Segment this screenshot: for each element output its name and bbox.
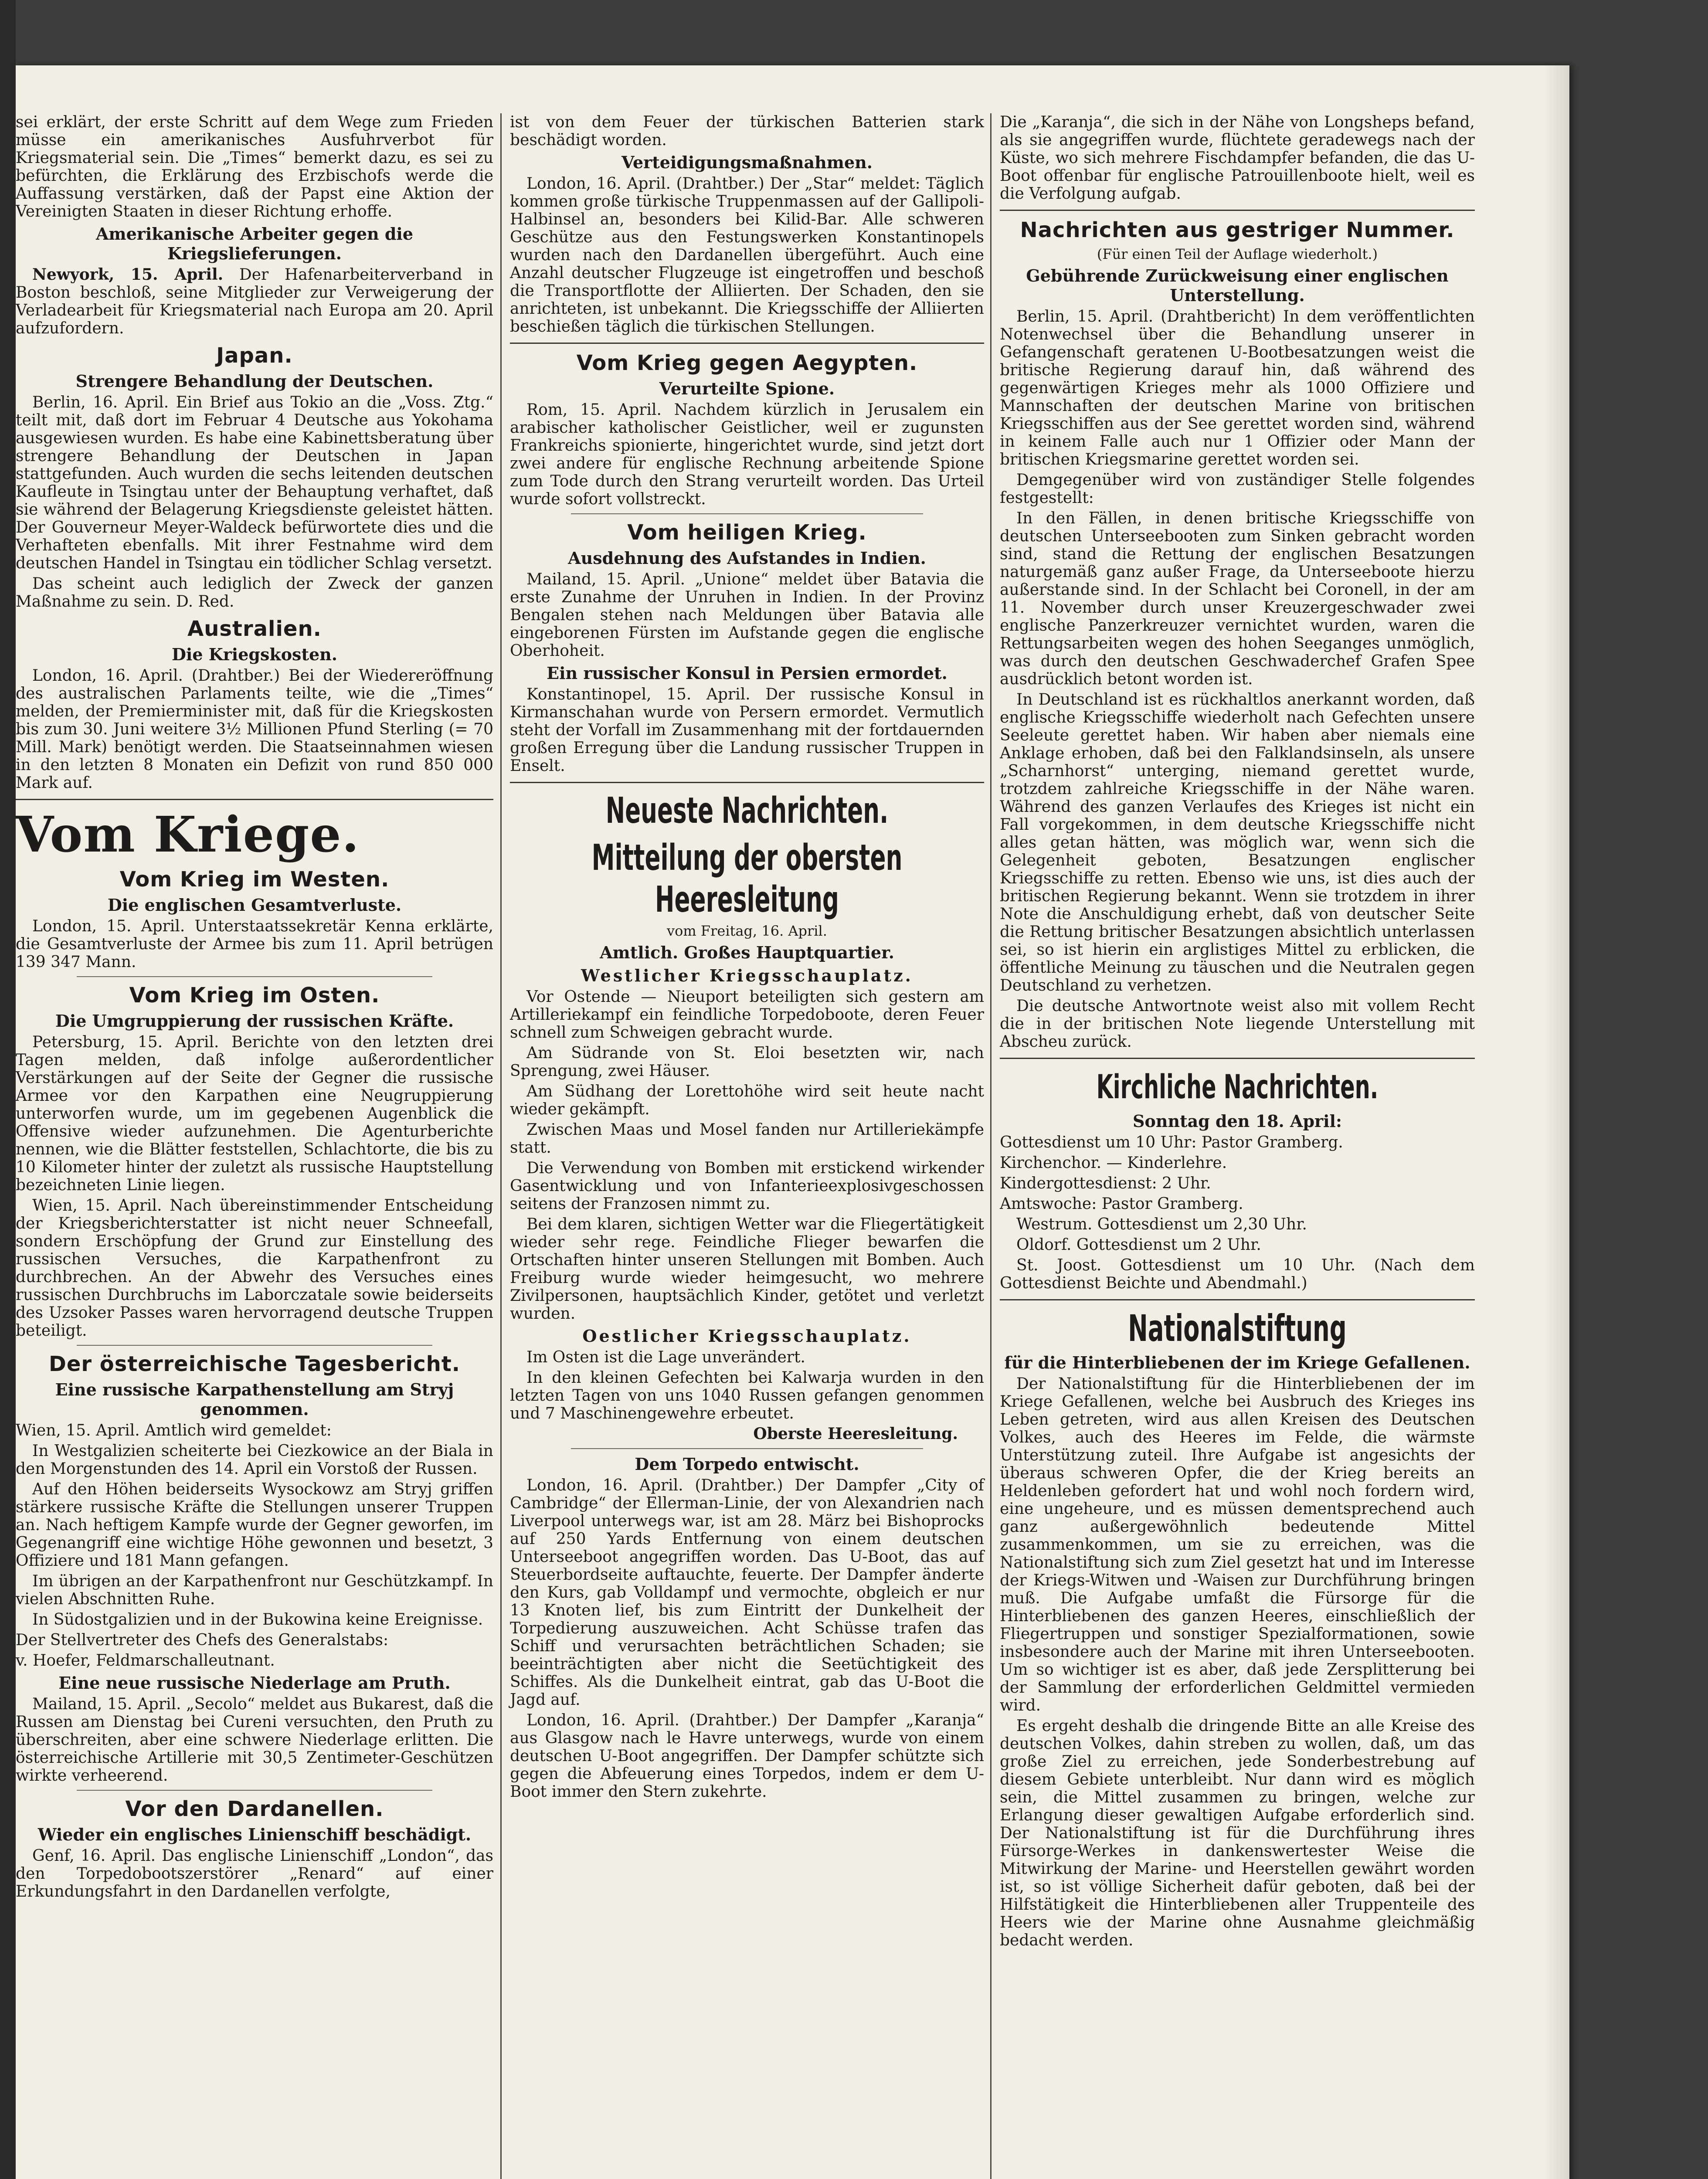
austrian-paragraph-5: In Südostgalizien und in der Bukowina keine Ereignisse. [32,1611,483,1629]
us-workers-title: Amerikanische Arbeiter gegen die Kriegslieferungen. [95,224,414,263]
west-subtitle: Die englischen Gesamtverluste. [107,895,402,915]
section-separator [1000,1299,1475,1300]
yesterday-paragraph-4: In Deutschland ist es rückhaltlos anerkannt worden, daß englische Kriegsschiffe wiederholt nach Gefechten unsere Seeleute gerettet haben. Wir haben aber niemals eine Anklage erhoben, daß bei den Falklandsinseln, als unsere „Scharnhorst“ unterging, niemand gerettet wurde, trotzdem zahlreiche Kriegsschiffe in der Nähe waren. Während des ganzen Verlaufes des Krieges ist nicht ein Fall vorgekommen, in dem deutsche Kriegsschiffe nicht alles getan hätten, was möglich war, wenn sich die Gelegenheit geboten, Besatzungen englischer Kriegsschiffe zu retten. Ebenso wie uns, ist dies auch der britischen Regierung bekannt. Wenn sie trotzdem in ihrer Note die Anschuldigung erhebt, daß von deutscher Seite die Rettung britischer Besatzungen absichtlich unterlassen sei, so ist hierin ein arglistiges Mittel zu erblicken, die öffentliche Meinung zu täuschen und die Neutralen gegen Deutschland zu verhetzen. [1000,691,1475,994]
army-command-signature: Oberste Heeresleitung. [753,1425,958,1443]
australia-paragraph: London, 16. April. (Drahtber.) Bei der Wiedereröffnung des australischen Parlaments teilte, wie die „Times“ melden, der Premierminister mit, daß für die Kriegskosten bis zum 30. Juni weitere 3½ Millionen Pfund Sterling (= 70 Mill. Mark) benötigt werden. Die Staatseinnahmen wiesen in den letzten 8 Monaten ein Defizit von rund 850 000 Mark auf. [16,667,493,792]
national-foundation-title: Nationalstiftung [1128,1307,1347,1350]
yesterday-paragraph-3: In den Fällen, in denen britische Kriegsschiffe von deutschen Unterseebooten zum Sinken gebracht worden sind, stand die Rettung der englischen Besatzungen naturgemäß ganz außer Frage, da Unterseeboote hierzu außerstande sind. In der Schlacht bei Coronell, in der am 11. November durch unser Kreuzergeschwader zwei englische Panzerkreuzer vernichtet wurden, waren die Rettungsarbeiten wegen des hohen Seeganges unmöglich, was durch den deutschen Geschwaderchef Grafen Spee ausdrücklich betont worden ist. [1000,509,1475,688]
church-line-1: Gottesdienst um 10 Uhr: Pastor Gramberg. [1000,1134,1343,1151]
defense-paragraph: London, 16. April. (Drahtber.) Der „Star“ meldet: Täglich kommen große türkische Truppenmassen auf der Gallipoli-Halbinsel an, besonders bei Kilid-Bar. Alle schweren Geschütze aus den Festungswerken Konstantinopels wurden nach den Dardanellen übergeführt. Auch eine Anzahl deutscher Flugzeuge ist eingetroffen und beschoß die Transportflotte der Alliierten. Der Schaden, den sie anrichteten, ist unbekannt. Die Kriegsschiffe der Alliierten beschießen täglich die türkischen Stellungen. [510,175,984,336]
west-paragraph: London, 15. April. Unterstaatssekretär Kenna erklärte, die Gesamtverluste der Armee bis zum 11. April betrügen 139 347 Mann. [16,917,493,971]
vom-kriege-title: Vom Kriege. [16,806,360,863]
thin-separator [77,1345,432,1346]
church-line-2: Kirchenchor. — Kinderlehre. [1000,1154,1227,1172]
austrian-paragraph-4: Im übrigen an der Karpathenfront nur Geschützkampf. In vielen Abschnitten Ruhe. [16,1572,493,1608]
column-rule-1 [500,113,502,2179]
east-title: Vom Krieg im Osten. [129,983,380,1008]
col3-intro: Die „Karanja“, die sich in der Nähe von Longsheps befand, als sie angegriffen wurde, flüchtete geradewegs nach der Küste, wo sich mehrere Fischdampfer befanden, die das U-Boot offenbar für englische Patrouillenboote hielt, weil es die Verfolgung aufgab. [1000,113,1475,203]
east-subtitle: Die Umgruppierung der russischen Kräfte. [55,1011,454,1031]
yesterday-news-title: Nachrichten aus gestriger Nummer. [1020,218,1455,242]
section-separator [510,343,984,344]
austrian-signature-1: Der Stellvertreter des Chefs des Generalstabs: [16,1631,389,1649]
dardanellen-subtitle: Wieder ein englisches Linienschiff beschädigt. [37,1825,472,1844]
west-report-2: Am Südrande von St. Eloi besetzten wir, nach Sprengung, zwei Häuser. [510,1044,984,1080]
east-paragraph-2: Wien, 15. April. Nach übereinstimmender Entscheidung der Kriegsberichterstatter ist nicht neuer Schneefall, sondern Erschöpfung der Grund zur Einstellung des russischen Versuches, die Karpathenfront zu durchbrechen. An der Abwehr des Versuches eines russischen Durchbruchs im Laborczatale sowie beiderseits des Uzsoker Passes waren hervorragend deutsche Truppen beteiligt. [16,1197,493,1340]
egypt-paragraph: Rom, 15. April. Nachdem kürzlich in Jerusalem ein arabischer katholischer Geistlicher, weil er zugunsten Frankreichs spionierte, hingerichtet wurde, sind jetzt dort zwei andere für englische Rechnung arbeitende Spione zum Tode durch den Strang verurteilt worden. Das Urteil wurde sofort vollstreckt. [510,401,984,508]
thin-separator [77,1790,432,1791]
east-report-1: Im Osten ist die Lage unverändert. [526,1348,805,1366]
egypt-subtitle: Verurteilte Spione. [659,379,835,398]
scan-background-left [0,0,16,2179]
japan-paragraph-1: Berlin, 16. April. Ein Brief aus Tokio an die „Voss. Ztg.“ teilt mit, daß dort im Februar 4 Deutsche aus Yokohama ausgewiesen wurden. Es habe eine Kabinettsberatung über strengere Behandlung der Deutschen in Japan stattgefunden. Auch wurden die sechs leitenden deutschen Kaufleute in Tsingtau unter der Behauptung verhaftet, daß sie während der Belagerung Kriegsdienste geleistet hätten. Der Gouverneur Meyer-Waldeck befürwortete dies und die Verhafteten ebenfalls. Mit ihrer Festnahme wird dem deutschen Handel in Tsingtau ein tödlicher Schlag versetzt. [16,394,493,572]
holy-war-title: Vom heiligen Krieg. [627,520,867,545]
west-report-5: Die Verwendung von Bomben mit erstickend wirkender Gasentwicklung und von Infanterieexplosivgeschossen seitens der Franzosen nimmt zu. [510,1159,984,1213]
dardanellen-paragraph: Genf, 16. April. Das englische Linienschiff „London“, das den Torpedobootszerstörer „Renard“ auf einer Erkundungsfahrt in den Dardanellen verfolgte, [16,1847,493,1901]
yesterday-paragraph-1: Berlin, 15. April. (Drahtbericht) In dem veröffentlichten Notenwechsel über die Behandlung unserer in Gefangenschaft geratenen U-Bootbesatzungen weist die britische Regierung darauf hin, daß während des gegenwärtigen Krieges mehr als 1000 Offiziere und Mannschaften der deutschen Marine von britischen Kriegsschiffen aus der See gerettet worden sind, während in keinem Falle auch nur 1 Offizier oder Mann der britischen Kriegsmarine gerettet worden sei. [1000,308,1475,468]
pruth-paragraph: Mailand, 15. April. „Secolo“ meldet aus Bukarest, daß die Russen am Dienstag bei Cureni versuchten, den Pruth zu überschreiten, aber eine schwere Niederlage erlitten. Die österreichische Artillerie mit 30,5 Zentimeter-Geschützen wirkte verheerend. [16,1695,493,1785]
australia-subtitle: Die Kriegskosten. [171,645,338,664]
western-theater-title: Westlicher Kriegsschauplatz. [581,966,913,985]
persia-paragraph: Konstantinopel, 15. April. Der russische Konsul in Kirmanschahan wurde von Persern ermordet. Vermutlich steht der Vorfall im Zusammenhang mit der fortdauernden großen Erregung über die Landung russischer Truppen in Enselt. [510,686,984,775]
column-rule-2 [990,113,992,2179]
austrian-report-subtitle: Eine russische Karpathenstellung am Stryj genommen. [55,1380,454,1419]
austrian-paragraph-3: Auf den Höhen beiderseits Wysockowz am Stryj griffen stärkere russische Kräfte die Stellungen unserer Truppen an. Nach heftigem Kampfe wurde der Gegner geworfen, im Gegenangriff eine wichtige Höhe gewonnen und besetzt, 3 Offiziere und 181 Mann gefangen. [16,1480,493,1570]
latest-news-banner: Neueste Nachrichten. [605,790,889,832]
col2-intro: ist von dem Feuer der türkischen Batterien stark beschädigt worden. [510,113,984,149]
section-separator [510,782,984,783]
persia-title: Ein russischer Konsul in Persien ermordet. [547,663,947,683]
column-3 [1000,113,1475,1952]
church-westrum: Westrum. Gottesdienst um 2,30 Uhr. [1016,1215,1307,1233]
section-separator [1000,1058,1475,1059]
thin-separator [571,1448,923,1449]
west-report-3: Am Südhang der Lorettohöhe wird seit heute nacht wieder gekämpft. [510,1083,984,1118]
column-2 [510,113,984,1803]
east-report-2: In den kleinen Gefechten bei Kalwarja wurden in den letzten Tagen von uns 1040 Russen gefangen genommen und 7 Maschinengewehre erbeutet. [510,1369,984,1422]
church-news-title: Kirchliche Nachrichten. [1096,1067,1379,1106]
austrian-paragraph-2: In Westgalizien scheiterte bei Ciezkowice an der Biala in den Morgenstunden des 14. April ein Vorstoß der Russen. [16,1442,493,1478]
church-line-3: Kindergottesdienst: 2 Uhr. [1000,1174,1211,1192]
section-separator [16,799,493,800]
yesterday-paragraph-5: Die deutsche Antwortnote weist also mit vollem Recht die in der britischen Note liegende Unterstellung mit Abscheu zurück. [1000,997,1475,1051]
torpedo-paragraph-2: London, 16. April. (Drahtber.) Der Dampfer „Karanja“ aus Glasgow nach le Havre unterwegs, wurde von einem deutschen U-Boot angegriffen. Der Dampfer schützte sich gegen die Abfeuerung eines Torpedos, indem er dem U-Boot immer den Stern zukehrte. [510,1711,984,1801]
austrian-report-title: Der österreichische Tagesbericht. [49,1352,460,1376]
thin-separator [571,513,923,514]
torpedo-paragraph-1: London, 16. April. (Drahtber.) Der Dampfer „City of Cambridge“ der Ellerman-Linie, der von Alexandrien nach Liverpool unterwegs war, ist am 28. März bei Bishoprocks auf 250 Yards Entfernung von einem deutschen Unterseeboot angegriffen worden. Das U-Boot, das auf Steuerbordseite auftauchte, feuerte. Der Dampfer änderte den Kurs, gab Volldampf und vermochte, obgleich er nur 13 Knoten lief, bis zum Eintritt der Dunkelheit der Torpedierung auszuweichen. Acht Schüsse trafen das Schiff und verursachten beträchtlichen Schaden; sie beeinträchtigten aber nicht die Seetüchtigkeit des Schiffes. Als die Dunkelheit eintrat, gab das U-Boot die Jagd auf. [510,1476,984,1709]
pruth-title: Eine neue russische Niederlage am Pruth. [58,1673,451,1693]
us-workers-paragraph: Newyork, 15. April. Der Hafenarbeiterverband in Boston beschloß, seine Mitglieder zur Verweigerung der Verladearbeit für Kriegsmaterial nach Europa am 20. April aufzufordern. [16,265,493,337]
yesterday-news-subtitle: Gebührende Zurückweisung einer englischen Unterstellung. [1026,266,1449,305]
scan-background-top [0,0,1708,65]
page-edge-shadow [1543,65,1569,2179]
yesterday-paragraph-2: Demgegenüber wird von zuständiger Stelle folgendes festgestellt: [1000,471,1475,507]
intro-paragraph: sei erklärt, der erste Schritt auf dem Wege zum Frieden müsse ein amerikanisches Ausfuhrverbot für Kriegsmaterial sein. Die „Times“ bemerkt dazu, es sei zu befürchten, die Erklärung des Erzbischofs werde die Auffassung verstärken, daß der Papst eine Aktion der Vereinigten Staaten in dieser Richtung erhoffe. [16,113,493,221]
church-joost: St. Joost. Gottesdienst um 10 Uhr. (Nach dem Gottesdienst Beichte und Abendmahl.) [1000,1256,1475,1292]
holy-war-paragraph: Mailand, 15. April. „Unione“ meldet über Batavia die erste Zunahme der Unruhen in Indien. In der Provinz Bengalen stehen nach Meldungen über Batavia alle eingeborenen Fürsten im Aufstande gegen die englische Oberhoheit. [510,570,984,660]
west-report-4: Zwischen Maas und Mosel fanden nur Artilleriekämpfe statt. [510,1121,984,1157]
section-separator [1000,210,1475,211]
japan-paragraph-2: Das scheint auch lediglich der Zweck der ganzen Maßnahme zu sein. D. Red. [16,575,493,611]
austrian-signature-2: v. Hoefer, Feldmarschalleutnant. [16,1652,275,1670]
eastern-theater-title: Oestlicher Kriegsschauplatz. [582,1326,912,1346]
newspaper-page [16,65,1569,2179]
thin-separator [77,976,432,977]
latest-date: vom Freitag, 16. April. [667,923,827,939]
dardanellen-title: Vor den Dardanellen. [125,1797,384,1821]
australia-title: Australien. [187,617,322,641]
defense-title: Verteidigungsmaßnahmen. [621,153,873,172]
japan-title: Japan. [216,343,293,368]
japan-subtitle: Strengere Behandlung der Deutschen. [75,371,434,391]
foundation-paragraph-1: Der Nationalstiftung für die Hinterbliebenen der im Kriege Gefallenen, welche bei Ausbruch des Krieges ins Leben getreten, wird aus allen Kreisen des Deutschen Volkes, auch des Heeres im Felde, die wärmste Unterstützung zuteil. Ihre Aufgabe ist angesichts der überaus schweren Opfer, die der Krieg bereits an Heldenleben gefordert hat und wohl noch fordern wird, eine ungeheure, und es müssen dementsprechend auch ganz außergewöhnlich bedeutende Mittel zusammenkommen, um sie zu erreichen, was die Nationalstiftung sich zum Ziel gesetzt hat und im Interesse der Kriegs-Witwen und -Waisen zur Durchführung bringen muß. Die Aufgabe umfaßt die Fürsorge für die Hinterbliebenen des ganzen Heeres, einschließlich der Fliegertruppen und sonstiger Spezialformationen, sowie insbesondere auch der Marine mit ihren Unterseebooten. Um so wichtiger ist es aber, daß jede Zersplitterung bei der Sammlung der erforderlichen Geldmittel vermieden wird. [1000,1375,1475,1714]
column-1 [16,113,493,1903]
scan-background-right [1569,0,1708,2179]
national-foundation-subtitle: für die Hinterbliebenen der im Kriege Gefallenen. [1004,1353,1470,1372]
west-report-6: Bei dem klaren, sichtigen Wetter war die Fliegertätigkeit wieder sehr rege. Feindliche Flieger bewarfen die Ortschaften hinter unseren Stellungen mit Bomben. Auch Freiburg wurde wieder heimgesucht, wo mehrere Zivilpersonen, hauptsächlich Kinder, getötet und verletzt wurden. [510,1215,984,1323]
west-title: Vom Krieg im Westen. [119,867,390,892]
austrian-paragraph-1: Wien, 15. April. Amtlich wird gemeldet: [16,1422,332,1439]
west-report-1: Vor Ostende — Nieuport beteiligten sich gestern am Artilleriekampf ein feindliche Torpedoboote, deren Feuer schnell zum Schweigen gebracht wurde. [510,988,984,1042]
church-line-4: Amtswoche: Pastor Gramberg. [1000,1195,1243,1213]
torpedo-title: Dem Torpedo entwischt. [635,1454,859,1474]
church-date: Sonntag den 18. April: [1133,1111,1342,1131]
holy-war-subtitle: Ausdehnung des Aufstandes in Indien. [568,548,926,568]
foundation-paragraph-2: Es ergeht deshalb die dringende Bitte an alle Kreise des deutschen Volkes, dahin streben zu wollen, daß, um das große Ziel zu erreichen, jede Sonderbestrebung auf diesem Gebiete unterbleibt. Nur dann wird es möglich sein, die Mittel zusammen zu bringen, welche zur Erlangung dieser gewaltigen Aufgabe erforderlich sind. Der Nationalstiftung ist für die Durchführung ihres Fürsorge-Werkes in dankenswertester Weise die Mitwirkung der Marine- und Heerstellen gewährt worden ist, so ist völlige Sicherheit dafür geboten, daß bei der Hilfstätigkeit die Hinterbliebenen aller Truppenteile des Heers wie der Marine ohne Ausnahme gleichmäßig bedacht werden. [1000,1717,1475,1949]
church-oldorf: Oldorf. Gottesdienst um 2 Uhr. [1016,1236,1261,1254]
yesterday-news-note: (Für einen Teil der Auflage wiederholt.) [1097,246,1378,262]
army-command-banner: Mitteilung der obersten Heeresleitung [591,837,903,920]
east-paragraph-1: Petersburg, 15. April. Berichte von den letzten drei Tagen melden, daß infolge außerordentlicher Verstärkungen auf der Seite der Gegner die russische Armee vor den Karpathen eine Neugruppierung unterworfen wurde, um im gegebenen Augenblick die Offensive wieder aufzunehmen. Die Agenturberichte nennen, wie die Blätter feststellen, Schlachtorte, die bis zu 10 Kilometer hinter der zuletzt als russische Hauptstellung bezeichneten Linie liegen. [16,1033,493,1194]
official-headquarters: Amtlich. Großes Hauptquartier. [600,943,894,962]
egypt-title: Vom Krieg gegen Aegypten. [576,351,918,375]
